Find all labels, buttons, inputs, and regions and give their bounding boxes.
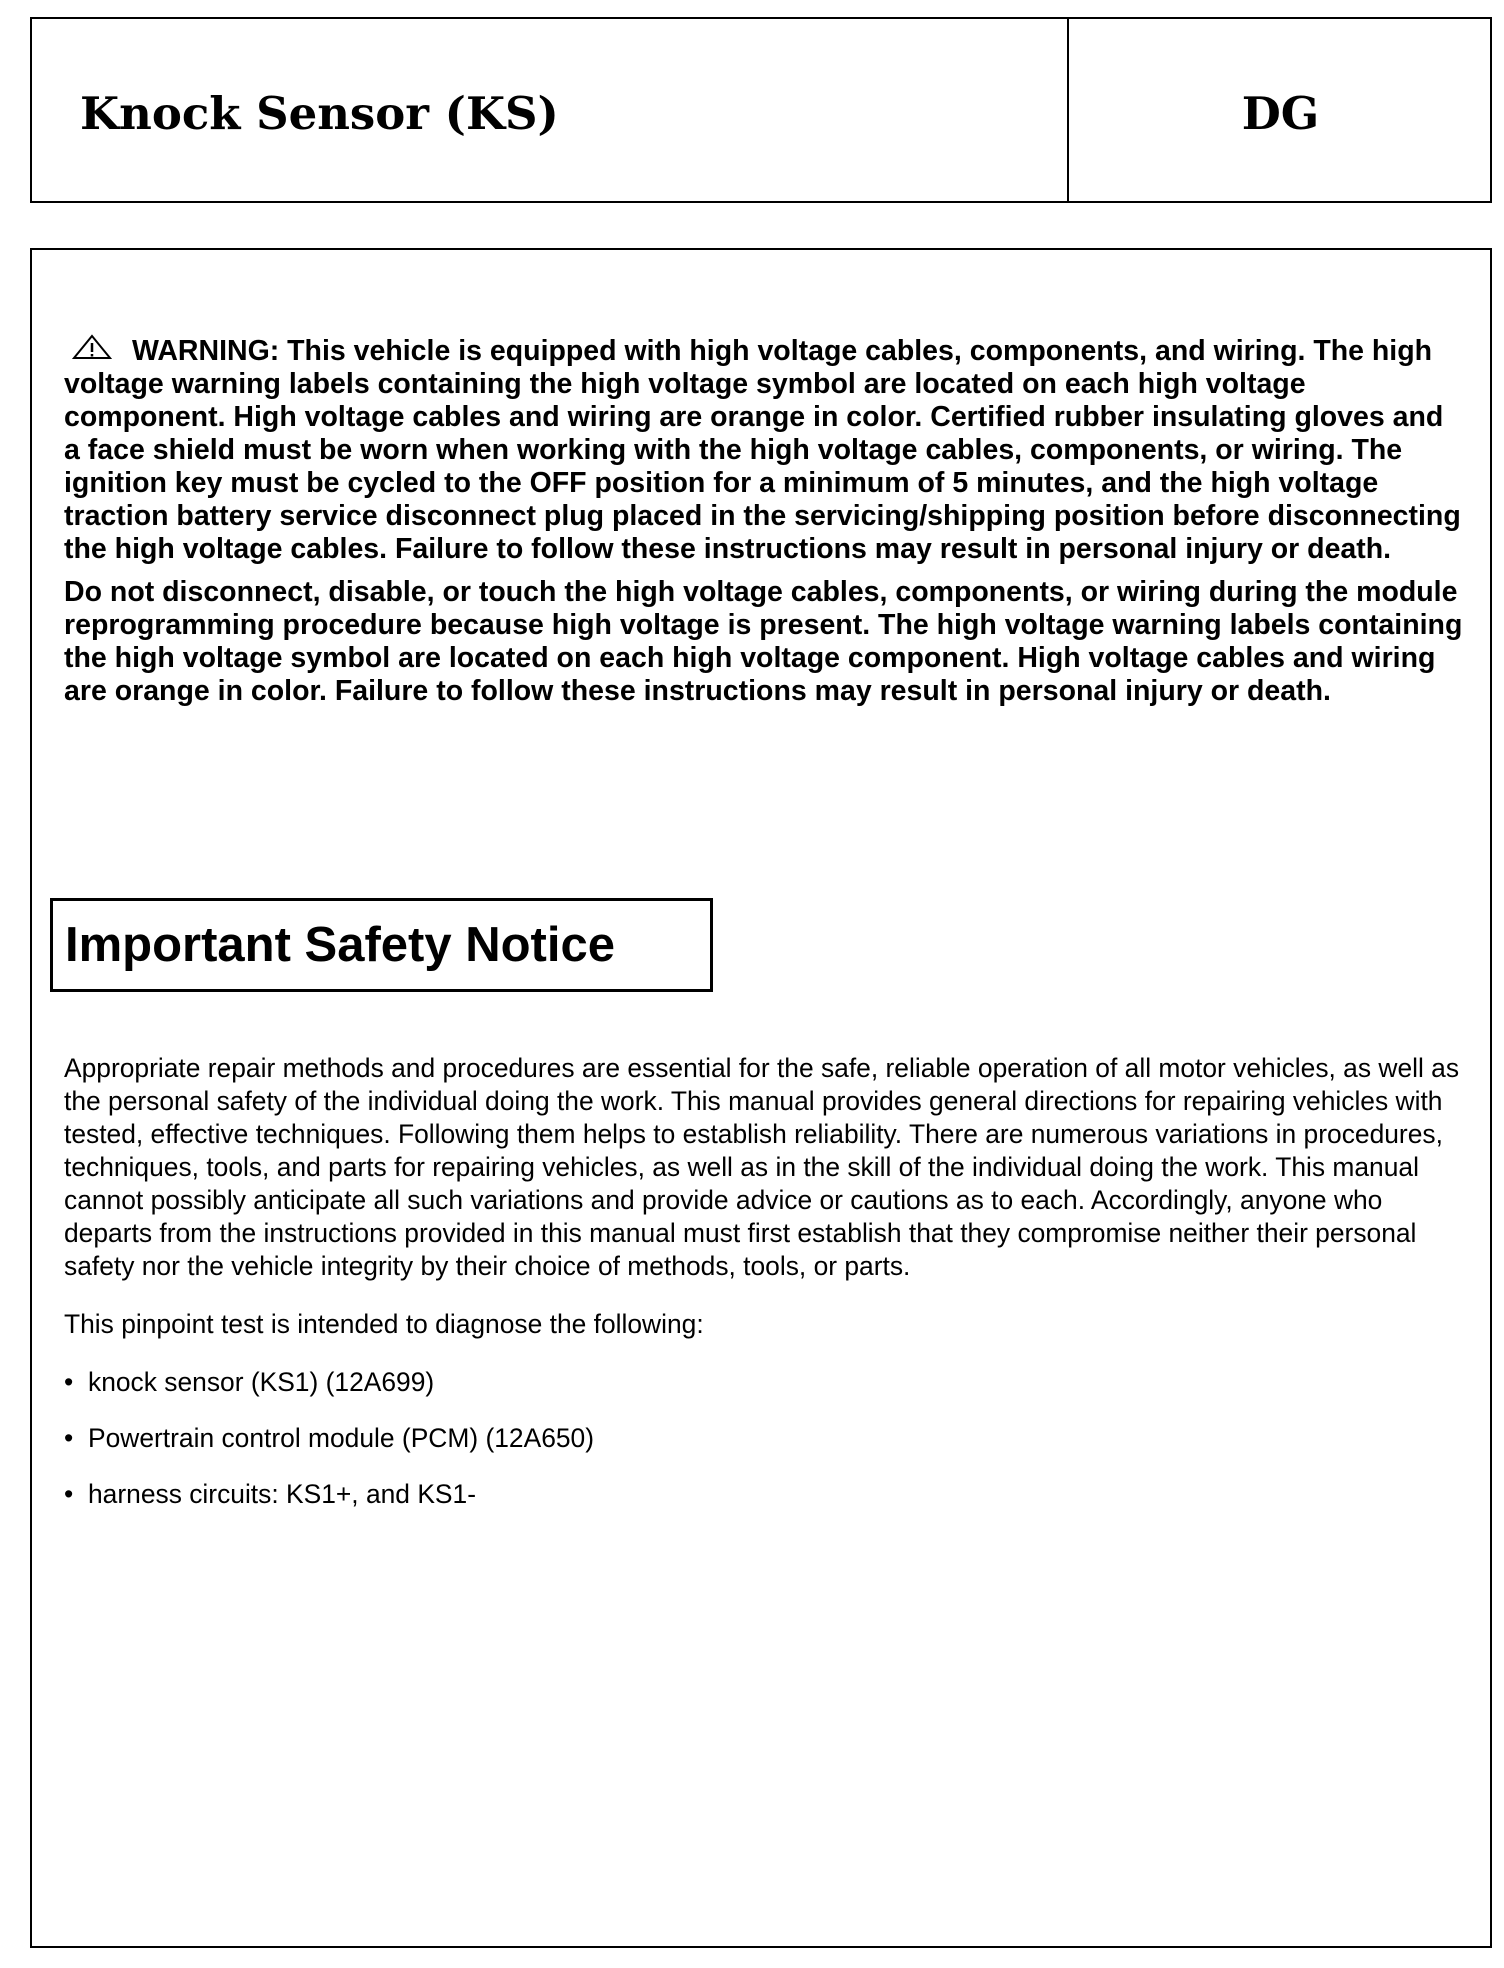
list-item: • Powertrain control module (PCM) (12A650) xyxy=(64,1422,1469,1455)
diagnosis-list xyxy=(64,1366,1469,1511)
warning-block xyxy=(64,334,1464,718)
section-code: DG xyxy=(1241,87,1320,140)
header-box xyxy=(30,17,1492,203)
notice-heading: Important Safety Notice xyxy=(50,898,713,992)
notice-body xyxy=(64,1052,1469,1534)
page-title: Knock Sensor (KS) xyxy=(80,87,559,140)
list-item: • knock sensor (KS1) (12A699) xyxy=(64,1366,1469,1399)
warning-paragraph-1 xyxy=(64,334,1464,566)
content-box xyxy=(30,248,1492,1948)
notice-paragraph: Appropriate repair methods and procedures are essential for the safe, reliable operation of all motor vehicles, as well as the personal safety of the individual doing the work. This manual provides general directions for repairing vehicles with tested, effective techniques. Following them helps to establish reliability. There are numerous variations in procedures, techniques, tools, and parts for repairing vehicles, as well as in the skill of the individual doing the work. This manual cannot possibly anticipate all such variations and provide advice or cautions as to each. Accordingly, anyone who departs from the instructions provided in this manual must first establish that they compromise neither their personal safety nor the vehicle integrity by their choice of methods, tools, or parts. xyxy=(64,1053,1460,1281)
warning-text-1: WARNING: This vehicle is equipped with high voltage cables, components, and wiring. The high voltage warning labels containing the high voltage symbol are located on each high voltage component. High voltage cables and wiring are orange in color. Certified rubber insulating gloves and a face shield must be worn when working with the high voltage cables, components, or wiring. The ignition key must be cycled to the OFF position for a minimum of 5 minutes, and the high voltage traction battery service disconnect plug placed in the servicing/shipping position before disconnecting the high voltage cables. Failure to follow these instructions may result in personal injury or death. xyxy=(64,335,1461,565)
warning-paragraph-2: Do not disconnect, disable, or touch the high voltage cables, components, or wiring during the module reprogramming procedure because high voltage is present. The high voltage warning labels containing the high voltage symbol are located on each high voltage component. High voltage cables and wiring are orange in color. Failure to follow these instructions may result in personal injury or death. xyxy=(64,576,1463,707)
list-item: • harness circuits: KS1+, and KS1- xyxy=(64,1478,1469,1511)
test-intro: This pinpoint test is intended to diagnose the following: xyxy=(64,1309,704,1339)
warning-triangle-icon xyxy=(72,334,112,360)
